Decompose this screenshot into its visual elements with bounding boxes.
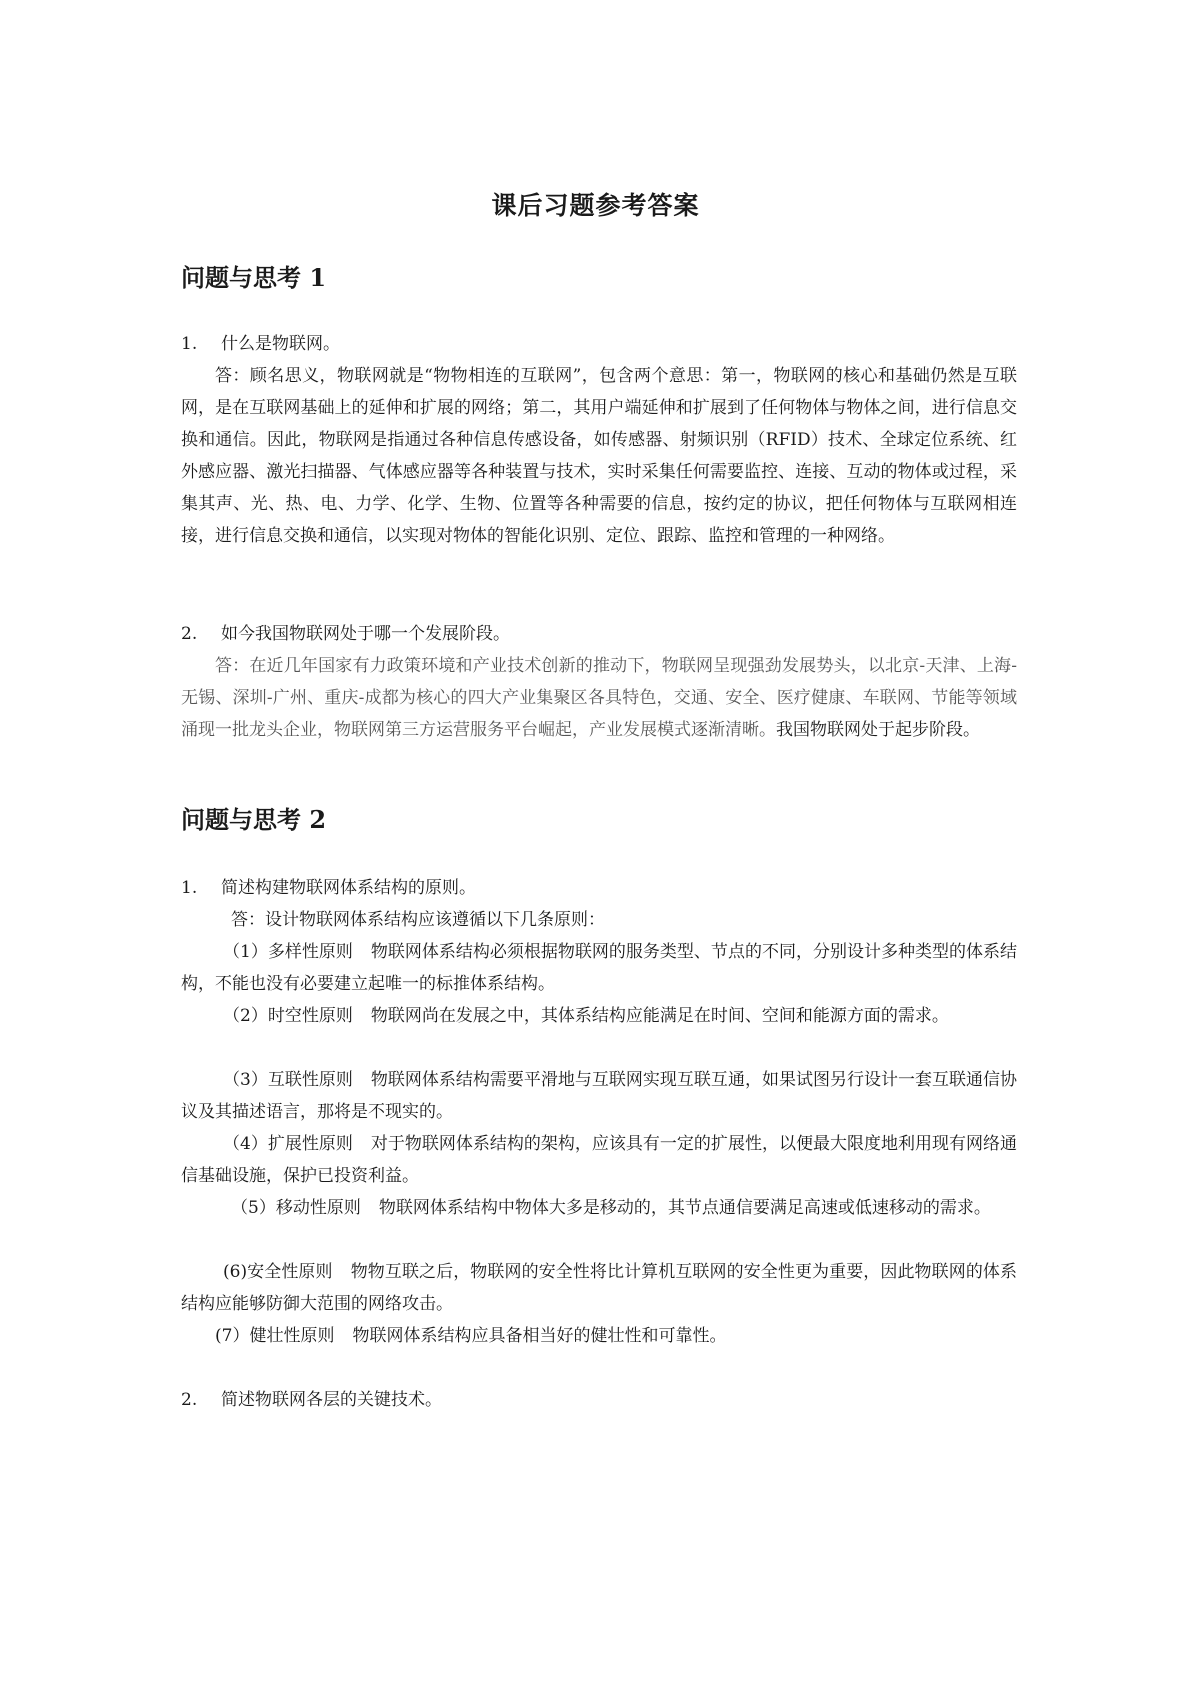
principle-text: 物联网体系结构中物体大多是移动的，其节点通信要满足高速或低速移动的需求。 [378,1198,991,1218]
document-title: 课后习题参考答案 [491,191,700,220]
principle-1 [181,936,1017,1000]
answer-intro: 答：设计物联网体系结构应该遵循以下几条原则： [231,910,605,930]
principle-text: 物联网体系结构必须根据物联网的服务类型、节点的不同，分别设计多种类型的体系结构，不能也没有必要建立起唯一的标推体系结构。 [181,942,1017,994]
answer-1-2 [181,650,1017,746]
question-number: 2. [181,1390,198,1410]
principle-text: 物联网体系结构应具备相当好的健壮性和可靠性。 [352,1326,727,1346]
question-number: 2. [181,624,198,644]
question-2-2 [181,1384,1021,1416]
question-1-1 [181,328,1021,360]
answer-conclusion-text: 我国物联网处于起步阶段。 [776,720,980,740]
section-heading-1: 问题与思考 1 [181,263,327,292]
answer-1-1: 答：顾名思义，物联网就是“物物相连的互联网”，包含两个意思：第一，物联网的核心和基础仍然是互联网，是在互联网基础上的延伸和扩展的网络；第二，其用户端延伸和扩展到了任何物体与物体之间，进行信息交换和通信。因此，物联网是指通过各种信息传感设备，如传感器、射频识别（RFID）技术、全球定位系统、红外感应器、激光扫描器、气体感应器等各种装置与技术，实时采集任何需要监控、连接、互动的物体或过程，采集其声、光、热、电、力学、化学、生物、位置等各种需要的信息，按约定的协议，把任何物体与互联网相连接，进行信息交换和通信，以实现对物体的智能化识别、定位、跟踪、监控和管理的一种网络。 [181,366,1017,546]
principle-label: (6)安全性原则 [223,1262,333,1282]
principle-label: （4）扩展性原则 [223,1134,353,1154]
question-text: 如今我国物联网处于哪一个发展阶段。 [221,624,510,644]
principle-label: （1）多样性原则 [223,942,353,962]
question-number: 1. [181,334,198,354]
answer-main-text: 答：在近几年国家有力政策环境和产业技术创新的推动下，物联网呈现强劲发展势头，以北京-天津、上海-无锡、深圳-广州、重庆-成都为核心的四大产业集聚区各具特色，交通、安全、医疗健康、车联网、节能等领域涌现一批龙头企业，物联网第三方运营服务平台崛起，产业发展模式逐渐清晰。 [181,656,1017,740]
principle-2 [181,1000,1017,1032]
question-text: 什么是物联网。 [221,334,340,354]
principle-label: (7）健壮性原则 [215,1326,335,1346]
question-2-1 [181,872,1021,904]
section-heading-2: 问题与思考 2 [181,805,327,834]
principle-4 [181,1128,1017,1192]
question-text: 简述构建物联网体系结构的原则。 [221,878,476,898]
principle-text: 物物互联之后，物联网的安全性将比计算机互联网的安全性更为重要，因此物联网的体系结构应能够防御大范围的网络攻击。 [181,1262,1017,1314]
principle-text: 对于物联网体系结构的架构，应该具有一定的扩展性，以便最大限度地利用现有网络通信基础设施，保护已投资利益。 [181,1134,1017,1186]
principle-6 [181,1256,1017,1320]
principle-text: 物联网体系结构需要平滑地与互联网实现互联互通，如果试图另行设计一套互联通信协议及其描述语言，那将是不现实的。 [181,1070,1017,1122]
principle-label: （5）移动性原则 [231,1198,361,1218]
principle-label: （3）互联性原则 [223,1070,353,1090]
question-number: 1. [181,878,198,898]
question-text: 简述物联网各层的关键技术。 [221,1390,442,1410]
question-1-2 [181,618,1021,650]
principle-text: 物联网尚在发展之中，其体系结构应能满足在时间、空间和能源方面的需求。 [370,1006,949,1026]
principle-3 [181,1064,1017,1128]
principle-5 [181,1192,1017,1224]
principle-label: （2）时空性原则 [223,1006,353,1026]
principle-7 [181,1320,1017,1352]
